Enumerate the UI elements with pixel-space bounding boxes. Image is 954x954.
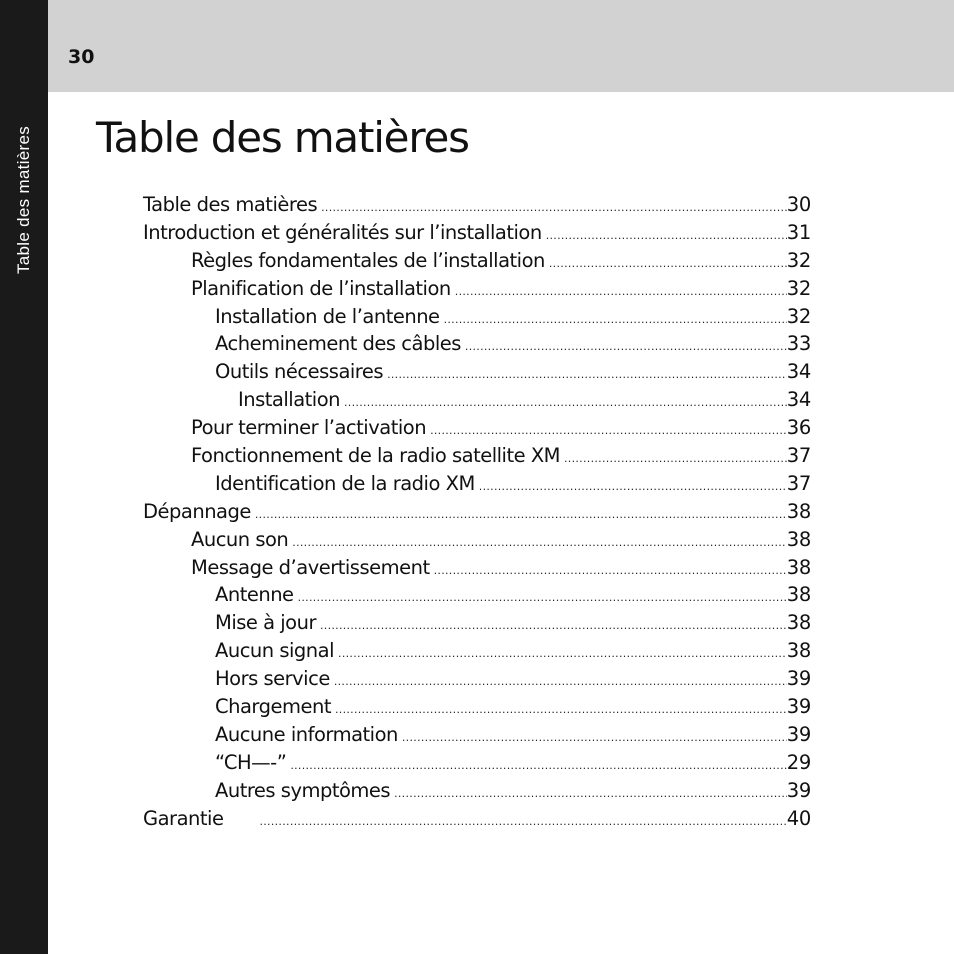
toc-entry-label: Table des matières (143, 193, 318, 216)
table-of-contents (143, 193, 811, 834)
toc-entry[interactable] (143, 667, 811, 695)
toc-dot-leader (430, 424, 787, 437)
toc-entry[interactable] (143, 556, 811, 584)
toc-dot-leader (564, 452, 787, 465)
toc-entry-page: 37 (786, 444, 811, 468)
toc-entry[interactable] (143, 277, 811, 305)
toc-entry-page: 36 (786, 416, 811, 440)
toc-dot-leader (255, 508, 787, 521)
toc-entry-label: Mise à jour (215, 611, 316, 635)
toc-entry-label: “CH—-” (215, 750, 287, 774)
toc-entry-page: 32 (786, 276, 811, 300)
toc-entry-label: Identification de la radio XM (215, 471, 475, 495)
toc-dot-leader (298, 591, 787, 604)
toc-entry[interactable] (143, 305, 811, 333)
toc-dot-leader (479, 480, 787, 493)
toc-entry-page: 31 (786, 220, 811, 244)
toc-entry-page: 38 (786, 639, 811, 663)
toc-entry[interactable] (143, 695, 811, 723)
toc-entry-page: 34 (786, 388, 811, 412)
toc-entry[interactable] (143, 779, 811, 807)
toc-entry-label: Installation (238, 388, 341, 412)
toc-entry[interactable] (143, 472, 811, 500)
toc-entry[interactable] (143, 583, 811, 611)
toc-entry-label: Introduction et généralités sur l’installation (143, 220, 542, 244)
toc-dot-leader (549, 257, 787, 270)
toc-entry[interactable] (143, 807, 811, 835)
toc-dot-leader (546, 229, 787, 242)
toc-entry-label: Aucun signal (215, 639, 335, 663)
toc-entry-page: 38 (786, 611, 811, 635)
page-title: Table des matières (96, 113, 469, 162)
toc-entry-label: Dépannage (143, 499, 251, 523)
toc-dot-leader (321, 201, 787, 214)
header-band (48, 0, 954, 92)
toc-entry[interactable] (143, 193, 811, 221)
side-tab (0, 0, 48, 954)
toc-entry[interactable] (143, 751, 811, 779)
toc-dot-leader (334, 675, 787, 688)
toc-dot-leader (434, 564, 787, 577)
toc-entry-label: Aucune information (215, 722, 398, 746)
toc-entry-page: 29 (786, 750, 811, 774)
toc-entry[interactable] (143, 360, 811, 388)
toc-dot-leader (292, 536, 786, 549)
toc-dot-leader (259, 815, 786, 828)
toc-entry-page: 39 (786, 695, 811, 719)
toc-entry-label: Installation de l’antenne (215, 304, 440, 328)
toc-entry[interactable] (143, 528, 811, 556)
toc-entry-page: 37 (786, 471, 811, 495)
toc-entry-page: 32 (786, 304, 811, 328)
toc-entry-page: 39 (786, 722, 811, 746)
toc-entry[interactable] (143, 639, 811, 667)
toc-dot-leader (444, 313, 787, 326)
toc-dot-leader (394, 787, 787, 800)
toc-dot-leader (290, 759, 786, 772)
toc-entry[interactable] (143, 221, 811, 249)
toc-dot-leader (335, 703, 787, 716)
toc-entry-page: 38 (786, 583, 811, 607)
toc-entry-page: 30 (786, 193, 811, 216)
toc-entry-label: Antenne (215, 583, 294, 607)
toc-entry-page: 39 (786, 667, 811, 691)
toc-entry-page: 38 (786, 555, 811, 579)
toc-entry-label: Outils nécessaires (215, 360, 384, 384)
toc-dot-leader (455, 285, 787, 298)
toc-entry-label: Acheminement des câbles (215, 332, 461, 356)
toc-entry-page: 33 (786, 332, 811, 356)
toc-entry-label: Chargement (215, 695, 331, 719)
toc-dot-leader (465, 340, 787, 353)
toc-entry-label: Règles fondamentales de l’installation (191, 248, 545, 272)
toc-entry-label: Pour terminer l’activation (191, 416, 427, 440)
toc-entry[interactable] (143, 500, 811, 528)
toc-entry[interactable] (143, 249, 811, 277)
toc-dot-leader (338, 647, 787, 660)
page-number: 30 (68, 46, 95, 68)
toc-entry[interactable] (143, 388, 811, 416)
toc-entry[interactable] (143, 611, 811, 639)
toc-entry-page: 38 (786, 527, 811, 551)
toc-dot-leader (344, 396, 787, 409)
toc-entry[interactable] (143, 723, 811, 751)
toc-entry-label: Hors service (215, 667, 330, 691)
toc-entry-label: Fonctionnement de la radio satellite XM (191, 444, 560, 468)
toc-entry-label: Planification de l’installation (191, 276, 451, 300)
toc-entry-label: Aucun son (191, 527, 289, 551)
toc-entry-page: 38 (786, 499, 811, 523)
toc-entry-page: 39 (786, 778, 811, 802)
toc-dot-leader (320, 619, 787, 632)
toc-entry-label: Message d’avertissement (191, 555, 430, 579)
toc-dot-leader (387, 368, 787, 381)
toc-entry-label: Autres symptômes (215, 778, 391, 802)
toc-entry[interactable] (143, 332, 811, 360)
toc-entry-label: Garantie (143, 806, 224, 830)
side-tab-label: Table des matières (14, 125, 33, 275)
toc-dot-leader (402, 731, 787, 744)
toc-entry[interactable] (143, 444, 811, 472)
toc-entry-page: 32 (786, 248, 811, 272)
toc-entry[interactable] (143, 416, 811, 444)
toc-entry-page: 40 (786, 806, 811, 830)
toc-entry-page: 34 (786, 360, 811, 384)
